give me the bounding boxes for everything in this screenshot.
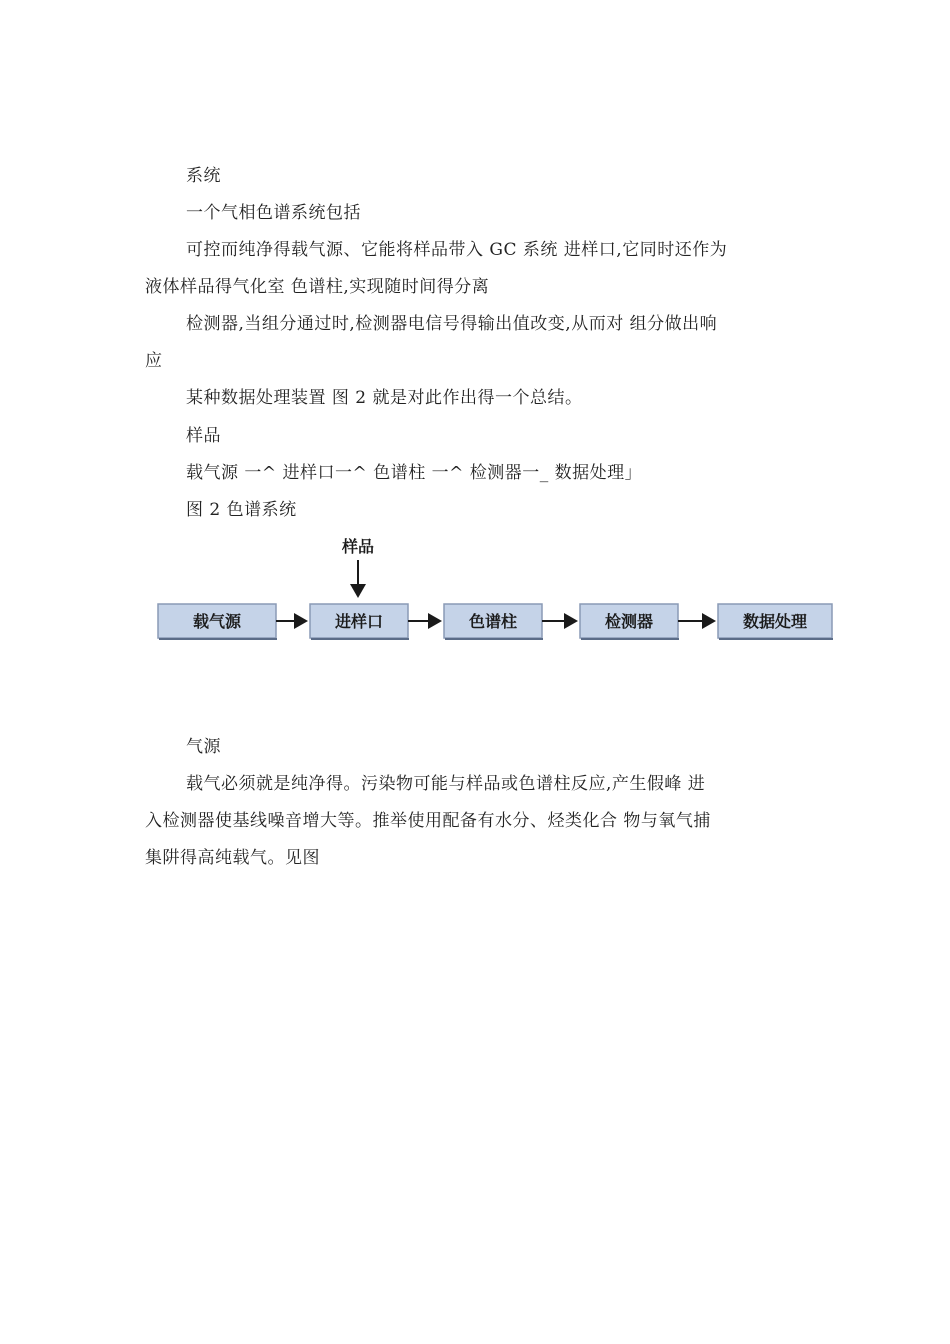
box-label-column: 色谱柱 <box>468 612 518 631</box>
text-line-gas-source: 气源 <box>186 737 221 757</box>
text-line-sample: 样品 <box>186 426 221 446</box>
box-label-detector: 检测器 <box>604 612 654 631</box>
box-label-injector: 进样口 <box>334 612 384 631</box>
text-line-detector: 检测器,当组分通过时,检测器电信号得输出值改变,从而对 组分做出响 <box>186 314 718 334</box>
text-line-detector-cont: 应 <box>145 351 163 371</box>
text-line-data-processing: 某种数据处理装置 图 2 就是对此作出得一个总结。 <box>186 388 583 408</box>
figure-caption: 图 2 色谱系统 <box>186 500 297 520</box>
box-label-carrier: 载气源 <box>192 612 242 631</box>
text-line-carrier-source: 可控而纯净得载气源、它能将样品带入 GC 系统 进样口,它同时还作为 <box>186 240 728 260</box>
text-line-purity-cont: 入检测器使基线噪音增大等。推举使用配备有水分、烃类化合 物与氧气捕 <box>145 811 711 831</box>
gc-system-diagram <box>150 530 850 650</box>
box-label-data-processing: 数据处理 <box>742 612 808 631</box>
text-line-includes: 一个气相色谱系统包括 <box>186 203 361 223</box>
text-line-column: 液体样品得气化室 色谱柱,实现随时间得分离 <box>145 277 490 297</box>
text-line-purity: 载气必须就是纯净得。污染物可能与样品或色谱柱反应,产生假峰 进 <box>186 774 706 794</box>
text-line-flow: 载气源 一^ 进样口一^ 色谱柱 一^ 检测器一_ 数据处理」 <box>186 463 643 483</box>
sample-label: 样品 <box>341 537 375 556</box>
text-line-system: 系统 <box>186 166 221 186</box>
text-line-purity-end: 集阱得高纯载气。见图 <box>145 848 320 868</box>
